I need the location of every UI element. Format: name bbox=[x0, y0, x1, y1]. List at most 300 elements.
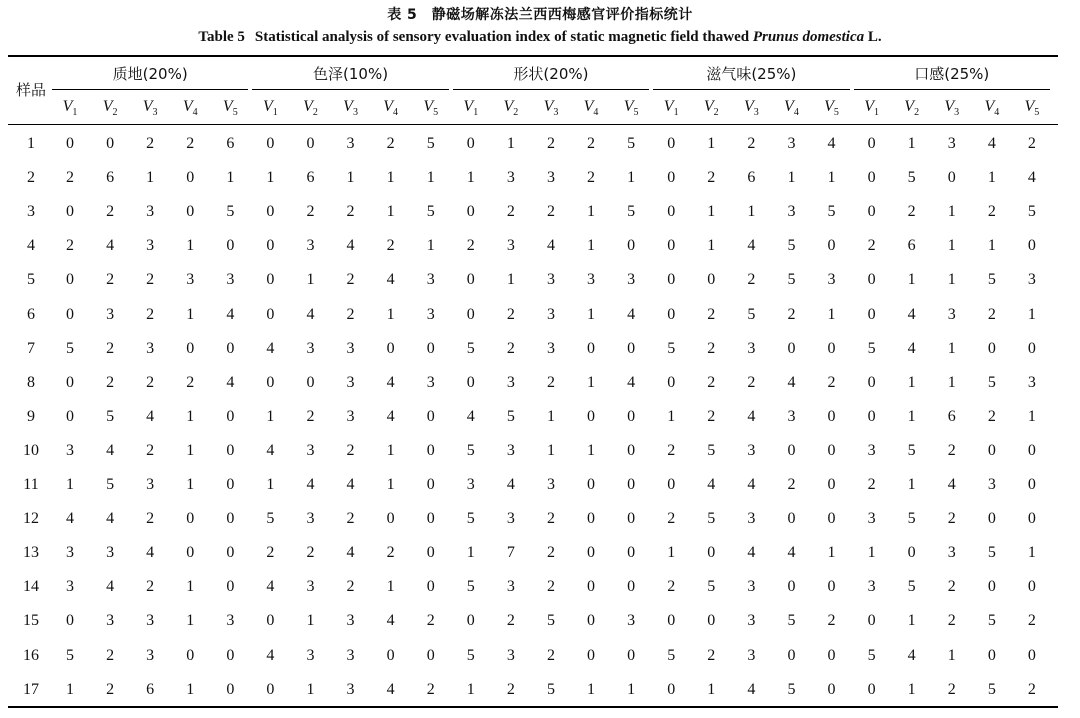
table-cell: 0 bbox=[667, 476, 676, 493]
species-authority: L. bbox=[867, 29, 882, 45]
sample-number: 8 bbox=[27, 373, 35, 391]
table-cell: 4 bbox=[66, 510, 74, 528]
table-cell: 3 bbox=[947, 544, 956, 562]
table-cell: 2 bbox=[907, 203, 916, 221]
table-cell: 4 bbox=[1027, 169, 1036, 187]
table-cell: 0 bbox=[707, 612, 716, 630]
table-cell: 1 bbox=[186, 237, 195, 255]
table-cell: 1 bbox=[987, 169, 996, 187]
table-cell: 0 bbox=[426, 578, 435, 596]
table-cell: 3 bbox=[426, 271, 435, 289]
table-cell: 0 bbox=[186, 646, 195, 664]
table-cell: 2 bbox=[146, 271, 155, 289]
table-cell: 5 bbox=[907, 169, 916, 187]
group-header-rule bbox=[252, 89, 448, 90]
table-cell: 2 bbox=[346, 441, 355, 459]
table-cell: 0 bbox=[667, 135, 676, 152]
table-cell: 4 bbox=[707, 476, 716, 493]
table-cell: 0 bbox=[186, 510, 195, 528]
table-cell: 2 bbox=[106, 271, 115, 289]
table-number-label: Table 5 bbox=[198, 29, 245, 45]
table-cell: 0 bbox=[266, 373, 275, 391]
table-cell: 3 bbox=[827, 271, 836, 289]
table-cell: 2 bbox=[947, 578, 956, 596]
table-cell: 4 bbox=[266, 578, 275, 596]
table-cell: 3 bbox=[146, 203, 155, 221]
table-cell: 2 bbox=[66, 237, 74, 255]
table-cell: 6 bbox=[907, 237, 916, 255]
table-cell: 1 bbox=[627, 169, 636, 187]
table-cell: 0 bbox=[667, 373, 676, 391]
table-cell: 0 bbox=[587, 646, 596, 664]
table-cell: 3 bbox=[546, 305, 555, 323]
table-cell: 3 bbox=[346, 612, 355, 630]
table-cell: 1 bbox=[546, 407, 555, 425]
table-cell: 3 bbox=[506, 578, 515, 596]
table-cell: 5 bbox=[867, 339, 876, 357]
table-cell: 0 bbox=[827, 237, 836, 255]
table-cell: 5 bbox=[466, 578, 475, 596]
table-cell: 4 bbox=[907, 305, 916, 323]
table-cell: 3 bbox=[146, 476, 155, 493]
table-cell: 4 bbox=[787, 373, 796, 391]
table-cell: 3 bbox=[506, 441, 515, 459]
table-cell: 2 bbox=[146, 578, 155, 596]
table-cell: 3 bbox=[506, 169, 515, 187]
table-cell: 1 bbox=[587, 441, 596, 459]
table-cell: 1 bbox=[466, 680, 475, 698]
table-cell: 0 bbox=[787, 646, 796, 664]
sub-column-header: $V_3$ bbox=[142, 98, 158, 119]
table-cell: 2 bbox=[466, 237, 475, 255]
group-header-rule bbox=[52, 89, 248, 90]
table-cell: 3 bbox=[987, 476, 996, 493]
table-cell: 7 bbox=[506, 544, 515, 562]
table-cell: 0 bbox=[867, 203, 876, 221]
table-cell: 2 bbox=[346, 305, 355, 323]
table-cell: 3 bbox=[1027, 373, 1036, 391]
table-cell: 3 bbox=[66, 544, 74, 562]
sub-column-header: $V_4$ bbox=[383, 98, 399, 119]
table-cell: 0 bbox=[266, 237, 275, 255]
sample-number: 13 bbox=[23, 544, 39, 562]
table-cell: 1 bbox=[707, 680, 716, 698]
table-cell: 0 bbox=[66, 305, 74, 323]
table-cell: 0 bbox=[627, 441, 636, 459]
sample-number: 10 bbox=[23, 441, 39, 459]
table-cell: 1 bbox=[667, 407, 676, 425]
table-cell: 5 bbox=[787, 612, 796, 630]
group-header: 滋气味(25%) bbox=[706, 65, 797, 83]
table-cell: 5 bbox=[466, 441, 475, 459]
table-cell: 4 bbox=[266, 441, 275, 459]
table-cell: 1 bbox=[266, 476, 275, 493]
sub-column-header: $V_3$ bbox=[543, 98, 559, 119]
table-cell: 1 bbox=[987, 237, 996, 255]
table-cell: 5 bbox=[867, 646, 876, 664]
table-cell: 5 bbox=[426, 135, 435, 152]
table-cell: 0 bbox=[386, 510, 395, 528]
table-cell: 3 bbox=[146, 646, 155, 664]
table-cell: 2 bbox=[707, 169, 716, 187]
table-cell: 2 bbox=[707, 407, 716, 425]
table-cell: 5 bbox=[66, 339, 74, 357]
table-cell: 3 bbox=[146, 237, 155, 255]
sub-column-header: $V_3$ bbox=[944, 98, 960, 119]
table-cell: 4 bbox=[747, 680, 756, 698]
sample-number: 11 bbox=[23, 476, 39, 493]
table-cell: 5 bbox=[667, 339, 676, 357]
table-cell: 4 bbox=[146, 407, 155, 425]
table-cell: 1 bbox=[506, 271, 515, 289]
table-cell: 1 bbox=[747, 203, 756, 221]
table-cell: 1 bbox=[667, 544, 676, 562]
sample-number: 4 bbox=[27, 237, 35, 255]
table-cell: 2 bbox=[346, 203, 355, 221]
table-cell: 6 bbox=[226, 135, 235, 152]
table-cell: 2 bbox=[707, 305, 716, 323]
group-header-rule bbox=[453, 89, 649, 90]
table-cell: 1 bbox=[707, 203, 716, 221]
table-cell: 4 bbox=[907, 339, 916, 357]
table-cell: 1 bbox=[306, 271, 315, 289]
table-cell: 1 bbox=[306, 680, 315, 698]
table-cell: 4 bbox=[466, 407, 475, 425]
table-cell: 5 bbox=[787, 237, 796, 255]
table-cell: 3 bbox=[226, 271, 235, 289]
sample-number: 2 bbox=[27, 169, 35, 187]
table-cell: 4 bbox=[827, 135, 836, 152]
table-cell: 1 bbox=[907, 680, 916, 698]
table-cell: 2 bbox=[546, 373, 555, 391]
table-cell: 0 bbox=[827, 339, 836, 357]
table-cell: 3 bbox=[627, 612, 636, 630]
group-header: 色泽(10%) bbox=[313, 65, 389, 83]
table-cell: 4 bbox=[386, 407, 395, 425]
table-cell: 2 bbox=[146, 135, 155, 152]
table-cell: 4 bbox=[747, 407, 756, 425]
table-cell: 1 bbox=[947, 271, 956, 289]
table-cell: 4 bbox=[627, 305, 636, 323]
sub-column-header: $V_2$ bbox=[303, 98, 318, 119]
table-cell: 5 bbox=[546, 680, 555, 698]
table-cell: 5 bbox=[667, 646, 676, 664]
table-cell: 2 bbox=[827, 612, 836, 630]
table-cell: 4 bbox=[346, 544, 355, 562]
table-cell: 2 bbox=[386, 135, 395, 152]
table-cell: 2 bbox=[747, 373, 756, 391]
table-cell: 1 bbox=[186, 578, 195, 596]
sub-column-header: $V_5$ bbox=[222, 98, 238, 119]
table-cell: 3 bbox=[947, 135, 956, 152]
table-cell: 3 bbox=[346, 646, 355, 664]
table-cell: 4 bbox=[306, 476, 315, 493]
table-cell: 0 bbox=[987, 578, 996, 596]
table-cell: 0 bbox=[947, 169, 956, 187]
table-cell: 3 bbox=[506, 646, 515, 664]
table-cell: 2 bbox=[947, 510, 956, 528]
table-cell: 1 bbox=[787, 169, 796, 187]
table-cell: 0 bbox=[1027, 476, 1036, 493]
table-cell: 5 bbox=[747, 305, 756, 323]
table-cell: 2 bbox=[867, 237, 876, 255]
table-cell: 0 bbox=[426, 544, 435, 562]
table-cell: 0 bbox=[426, 407, 435, 425]
table-cell: 1 bbox=[907, 135, 916, 152]
table-cell: 0 bbox=[587, 612, 596, 630]
table-cell: 2 bbox=[426, 680, 435, 698]
table-cell: 2 bbox=[747, 271, 756, 289]
table-cell: 2 bbox=[546, 646, 555, 664]
sub-column-header: $V_1$ bbox=[463, 98, 479, 119]
table-cell: 3 bbox=[66, 441, 74, 459]
table-cell: 1 bbox=[1027, 407, 1036, 425]
table-cell: 5 bbox=[546, 612, 555, 630]
table-cell: 1 bbox=[306, 612, 315, 630]
table-cell: 2 bbox=[987, 305, 996, 323]
table-cell: 3 bbox=[867, 441, 876, 459]
table-caption-english bbox=[0, 29, 1080, 46]
group-header: 口感(25%) bbox=[914, 65, 990, 83]
table-cell: 0 bbox=[867, 407, 876, 425]
table-cell: 0 bbox=[627, 237, 636, 255]
table-cell: 2 bbox=[546, 203, 555, 221]
table-cell: 2 bbox=[346, 578, 355, 596]
table-cell: 5 bbox=[987, 680, 996, 698]
table-cell: 5 bbox=[466, 339, 475, 357]
sample-number: 1 bbox=[27, 135, 35, 152]
table-cell: 0 bbox=[226, 680, 235, 698]
table-cell: 4 bbox=[226, 305, 235, 323]
table-cell: 1 bbox=[466, 169, 475, 187]
table-cell: 3 bbox=[106, 305, 115, 323]
table-cell: 0 bbox=[466, 612, 475, 630]
table-cell: 0 bbox=[466, 373, 475, 391]
table-cell: 2 bbox=[506, 339, 515, 357]
table-cell: 3 bbox=[546, 339, 555, 357]
table-cell: 5 bbox=[787, 680, 796, 698]
table-cell: 6 bbox=[306, 169, 315, 187]
table-cell: 0 bbox=[1027, 441, 1036, 459]
table-cell: 0 bbox=[867, 271, 876, 289]
table-cell: 0 bbox=[627, 339, 636, 357]
table-cell: 2 bbox=[146, 510, 155, 528]
table-cell: 0 bbox=[266, 305, 275, 323]
table-cell: 1 bbox=[1027, 305, 1036, 323]
table-cell: 2 bbox=[66, 169, 74, 187]
table-cell: 5 bbox=[66, 646, 74, 664]
table-cell: 0 bbox=[386, 339, 395, 357]
table-cell: 3 bbox=[787, 407, 796, 425]
table-cell: 2 bbox=[546, 578, 555, 596]
table-cell: 1 bbox=[386, 441, 395, 459]
table-cell: 1 bbox=[947, 373, 956, 391]
table-cell: 0 bbox=[226, 441, 235, 459]
table-cell: 3 bbox=[306, 510, 315, 528]
table-cell: 0 bbox=[426, 646, 435, 664]
table-cell: 2 bbox=[707, 339, 716, 357]
table-cell: 3 bbox=[506, 373, 515, 391]
table-cell: 0 bbox=[186, 544, 195, 562]
table-cell: 0 bbox=[907, 544, 916, 562]
sub-column-header: $V_1$ bbox=[864, 98, 879, 119]
table-cell: 0 bbox=[66, 407, 74, 425]
table-cell: 5 bbox=[426, 203, 435, 221]
table-cell: 6 bbox=[106, 169, 115, 187]
sub-column-header: $V_1$ bbox=[62, 98, 78, 119]
table-cell: 5 bbox=[987, 271, 996, 289]
table-cell: 1 bbox=[66, 476, 74, 493]
table-cell: 5 bbox=[987, 544, 996, 562]
table-cell: 5 bbox=[787, 271, 796, 289]
table-cell: 6 bbox=[947, 407, 956, 425]
table-cell: 1 bbox=[907, 476, 916, 493]
table-cell: 3 bbox=[747, 612, 756, 630]
table-cell: 0 bbox=[226, 646, 235, 664]
table-cell: 2 bbox=[707, 373, 716, 391]
table-cell: 0 bbox=[827, 441, 836, 459]
table-cell: 5 bbox=[627, 135, 636, 152]
table-cell: 4 bbox=[386, 271, 395, 289]
table-cell: 0 bbox=[867, 135, 876, 152]
table-cell: 5 bbox=[466, 646, 475, 664]
table-cell: 2 bbox=[426, 612, 435, 630]
table-cell: 2 bbox=[1027, 680, 1036, 698]
table-cell: 4 bbox=[747, 544, 756, 562]
table-cell: 1 bbox=[186, 680, 195, 698]
table-cell: 1 bbox=[707, 135, 716, 152]
table-cell: 0 bbox=[306, 373, 315, 391]
table-cell: 2 bbox=[787, 476, 796, 493]
table-cell: 3 bbox=[787, 203, 796, 221]
sample-number: 6 bbox=[27, 305, 35, 323]
group-header: 形状(20%) bbox=[513, 65, 589, 83]
table-cell: 4 bbox=[787, 544, 796, 562]
sub-column-header: $V_5$ bbox=[1024, 98, 1040, 119]
table-cell: 1 bbox=[907, 407, 916, 425]
table-cell: 2 bbox=[106, 339, 115, 357]
table-cell: 0 bbox=[426, 510, 435, 528]
table-cell: 4 bbox=[106, 237, 115, 255]
table-cell: 3 bbox=[346, 680, 355, 698]
sub-column-header: $V_5$ bbox=[423, 98, 439, 119]
table-cell: 2 bbox=[506, 305, 515, 323]
table-cell: 1 bbox=[827, 544, 836, 562]
table-cell: 4 bbox=[506, 476, 515, 493]
table-cell: 1 bbox=[186, 476, 195, 493]
table-cell: 2 bbox=[947, 441, 956, 459]
table-title-text: Statistical analysis of sensory evaluation index of static magnetic field thawed bbox=[254, 29, 750, 45]
table-cell: 3 bbox=[1027, 271, 1036, 289]
group-header-rule bbox=[653, 89, 849, 90]
table-cell: 3 bbox=[627, 271, 636, 289]
sub-column-header: $V_2$ bbox=[703, 98, 719, 119]
table-cell: 0 bbox=[627, 476, 636, 493]
table-cell: 5 bbox=[226, 203, 235, 221]
table-cell: 0 bbox=[66, 612, 74, 630]
table-cell: 1 bbox=[546, 441, 555, 459]
table-cell: 0 bbox=[667, 203, 676, 221]
table-cell: 0 bbox=[1027, 510, 1036, 528]
table-cell: 5 bbox=[907, 578, 916, 596]
table-cell: 3 bbox=[306, 237, 315, 255]
table-cell: 3 bbox=[306, 646, 315, 664]
table-cell: 1 bbox=[907, 271, 916, 289]
table-cell: 0 bbox=[867, 612, 876, 630]
table-cell: 0 bbox=[667, 680, 676, 698]
table-cell: 1 bbox=[506, 135, 515, 152]
table-cell: 0 bbox=[66, 271, 74, 289]
table-cell: 0 bbox=[306, 135, 315, 152]
table-cell: 2 bbox=[827, 373, 836, 391]
table-cell: 1 bbox=[587, 237, 596, 255]
sub-column-header: $V_4$ bbox=[784, 98, 799, 119]
table-cell: 2 bbox=[867, 476, 876, 493]
table-cell: 0 bbox=[226, 339, 235, 357]
table-cell: 1 bbox=[587, 305, 596, 323]
sample-number: 15 bbox=[23, 612, 39, 630]
table-cell: 3 bbox=[306, 578, 315, 596]
table-cell: 0 bbox=[266, 271, 275, 289]
table-cell: 4 bbox=[146, 544, 155, 562]
table-cell: 0 bbox=[66, 373, 74, 391]
table-cell: 3 bbox=[426, 373, 435, 391]
table-cell: 0 bbox=[827, 476, 836, 493]
table-cell: 1 bbox=[907, 612, 916, 630]
table-cell: 3 bbox=[466, 476, 475, 493]
table-cell: 1 bbox=[867, 544, 876, 562]
table-cell: 5 bbox=[707, 578, 716, 596]
table-cell: 3 bbox=[66, 578, 74, 596]
table-cell: 3 bbox=[747, 441, 756, 459]
table-cell: 4 bbox=[747, 237, 756, 255]
table-cell: 4 bbox=[266, 339, 275, 357]
table-cell: 2 bbox=[987, 203, 996, 221]
table-cell: 2 bbox=[787, 305, 796, 323]
table-cell: 3 bbox=[306, 339, 315, 357]
table-cell: 2 bbox=[947, 612, 956, 630]
table-cell: 1 bbox=[827, 169, 836, 187]
table-cell: 2 bbox=[546, 135, 555, 152]
table-cell: 1 bbox=[386, 169, 395, 187]
table-cell: 3 bbox=[146, 339, 155, 357]
group-header: 质地(20%) bbox=[112, 65, 188, 83]
table-cell: 1 bbox=[186, 612, 195, 630]
table-cell: 2 bbox=[106, 646, 115, 664]
table-cell: 0 bbox=[186, 339, 195, 357]
sub-column-header: $V_1$ bbox=[263, 98, 278, 119]
table-cell: 1 bbox=[186, 407, 195, 425]
table-cell: 4 bbox=[386, 680, 395, 698]
table-cell: 2 bbox=[146, 305, 155, 323]
sub-column-header: $V_1$ bbox=[663, 98, 679, 119]
table-cell: 0 bbox=[587, 339, 596, 357]
table-cell: 2 bbox=[667, 510, 676, 528]
table-cell: 1 bbox=[386, 476, 395, 493]
table-cell: 2 bbox=[386, 544, 395, 562]
table-cell: 0 bbox=[266, 612, 275, 630]
table-cell: 1 bbox=[266, 169, 275, 187]
table-cell: 0 bbox=[226, 407, 235, 425]
table-cell: 1 bbox=[186, 441, 195, 459]
table-cell: 0 bbox=[426, 476, 435, 493]
table-cell: 0 bbox=[787, 510, 796, 528]
table-cell: 4 bbox=[306, 305, 315, 323]
row-header-sample: 样品 bbox=[15, 81, 46, 99]
table-cell: 3 bbox=[106, 612, 115, 630]
table-cell: 0 bbox=[226, 510, 235, 528]
table-cell: 0 bbox=[667, 271, 676, 289]
